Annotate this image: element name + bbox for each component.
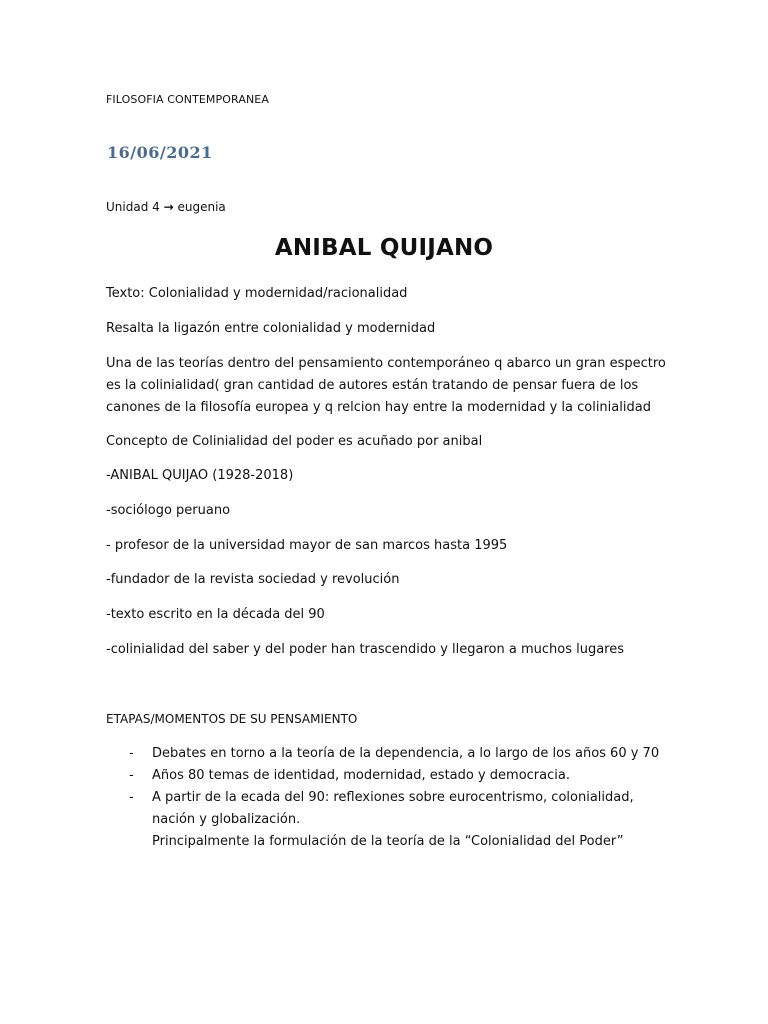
fact-line: -sociólogo peruano xyxy=(106,503,231,518)
fact-line: -texto escrito en la década del 90 xyxy=(106,607,325,622)
document-date: 16/06/2021 xyxy=(107,143,213,162)
right-arrow-icon: → xyxy=(163,200,174,214)
list-item-text: A partir de la ecada del 90: reflexiones sobre eurocentrismo, colonialidad, nación y globalización. xyxy=(152,790,634,827)
list-item xyxy=(106,765,666,787)
dash-bullet-icon: - xyxy=(129,790,134,805)
relation-note: Resalta la ligazón entre colonialidad y modernidad xyxy=(106,321,436,336)
unit-prefix: Unidad 4 xyxy=(106,200,160,214)
intro-paragraph: Una de las teorías dentro del pensamiento contemporáneo q abarco un gran espectro es la colinialidad( gran cantidad de autores están tratando de pensar fuera de los canones de la filosofía europea y q relcion hay entre la modernidad y la colinialidad xyxy=(106,356,666,415)
list-item xyxy=(106,743,666,765)
list-item xyxy=(106,787,666,853)
fact-line: -fundador de la revista sociedad y revolución xyxy=(106,572,400,587)
list-item-text: Años 80 temas de identidad, modernidad, estado y democracia. xyxy=(152,768,570,783)
course-label: FILOSOFIA CONTEMPORANEA xyxy=(106,93,269,106)
unit-topic: eugenia xyxy=(177,200,226,214)
text-reference: Texto: Colonialidad y modernidad/racionalidad xyxy=(106,286,408,301)
document-title: ANIBAL QUIJANO xyxy=(274,235,494,261)
dash-bullet-icon: - xyxy=(129,746,134,761)
fact-line: -ANIBAL QUIJAO (1928-2018) xyxy=(106,468,294,483)
unit-line xyxy=(106,200,226,214)
stages-list xyxy=(106,743,666,853)
fact-line: Concepto de Colinialidad del poder es acuñado por anibal xyxy=(106,434,483,449)
fact-line: -colinialidad del saber y del poder han trascendido y llegaron a muchos lugares xyxy=(106,642,625,657)
list-item-text: Debates en torno a la teoría de la dependencia, a lo largo de los años 60 y 70 xyxy=(152,746,660,761)
list-item-continuation: Principalmente la formulación de la teoría de la “Colonialidad del Poder” xyxy=(152,834,624,849)
section-heading: ETAPAS/MOMENTOS DE SU PENSAMIENTO xyxy=(106,712,358,726)
dash-bullet-icon: - xyxy=(129,768,134,783)
fact-line: - profesor de la universidad mayor de san marcos hasta 1995 xyxy=(106,538,508,553)
